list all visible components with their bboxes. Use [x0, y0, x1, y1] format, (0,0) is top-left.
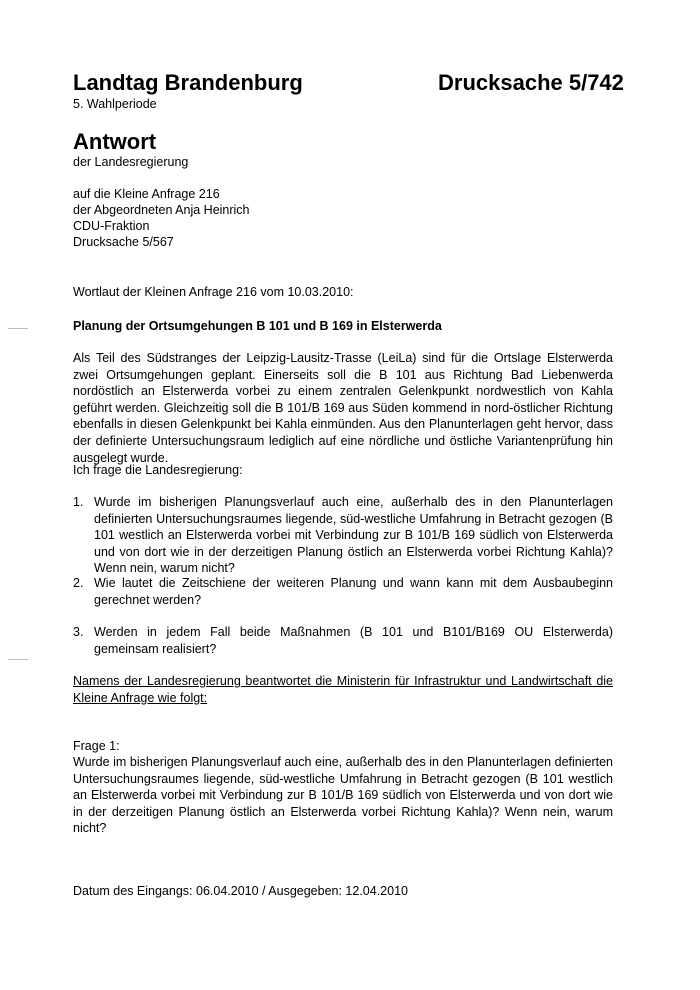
answer-heading: Antwort [73, 129, 157, 154]
question-text: Wurde im bisherigen Planungsverlauf auch eine, außerhalb des in den Planunterlagen definierten Untersuchungsraumes liegende, süd-westliche Umfahrung in Betracht gezogen (B 101 westlich an Elsterwerda vorbei mit Verbindung zur B 101/B 169 südlich von Elsterwerda und von dort wie in der derzeitigen Planung östlich an Elsterwerda vorbei Richtung Kahla)? Wenn nein, warum nicht? [94, 495, 613, 576]
answer-from: der Landesregierung [73, 155, 189, 169]
frage-1-label: Frage 1: [73, 739, 120, 753]
parliament-title: Landtag Brandenburg [73, 70, 303, 95]
question-intro: Ich frage die Landesregierung: [73, 463, 243, 477]
margin-mark [8, 659, 28, 660]
frage-1-text: Wurde im bisherigen Planungsverlauf auch eine, außerhalb des in den Planunterlagen definierten Untersuchungsraumes liegende, süd-westliche Umfahrung in Betracht gezogen (B 101 westlich an Elsterwerda vorbei mit Verbindung zur B 101/B 169 südlich von Elsterwerda und von dort wie in der derzeitigen Planung östlich an Elsterwerda vorbei Richtung Kahla)? Wenn nein, warum nicht? [73, 755, 613, 836]
request-line-2: der Abgeordneten Anja Heinrich [73, 203, 250, 217]
intro-paragraph: Als Teil des Südstranges der Leipzig-Lausitz-Trasse (LeiLa) sind für die Ortslage Elsterwerda zwei Ortsumgehungen geplant. Einerseits soll die B 101 aus Richtung Bad Liebenwerda nordöstlich an Elsterwerda vorbei zu einem zentralen Gelenkpunkt nordwestlich von Kahla geführt werden. Gleichzeitig soll die B 101/B 169 aus Süden kommend in nord-östlicher Richtung ebenfalls in diesen Gelenkpunkt bei Kahla einmünden. Aus den Planunterlagen geht hervor, dass der definierte Untersuchungsraum lediglich auf eine nördliche und östliche Variantenprüfung hin ausgelegt wurde. [73, 351, 613, 465]
request-line-4: Drucksache 5/567 [73, 235, 174, 249]
question-text: Werden in jedem Fall beide Maßnahmen (B 101 und B101/B169 OU Elsterwerda) gemeinsam realisiert? [94, 625, 613, 656]
question-number: 2. [73, 576, 84, 590]
question-number: 3. [73, 625, 84, 639]
document-number: Drucksache 5/742 [438, 70, 624, 95]
receipt-date: Datum des Eingangs: 06.04.2010 / Ausgegeben: 12.04.2010 [73, 884, 408, 898]
subject-heading: Planung der Ortsumgehungen B 101 und B 169 in Elsterwerda [73, 319, 442, 333]
question-text: Wie lautet die Zeitschiene der weiteren Planung und wann kann mit dem Ausbaubeginn gerechnet werden? [94, 576, 613, 607]
wording-intro: Wortlaut der Kleinen Anfrage 216 vom 10.03.2010: [73, 285, 354, 299]
legislative-period: 5. Wahlperiode [73, 97, 157, 111]
request-line-3: CDU-Fraktion [73, 219, 150, 233]
response-intro: Namens der Landesregierung beantwortet die Ministerin für Infrastruktur und Landwirtschaft die Kleine Anfrage wie folgt: [73, 674, 613, 705]
margin-mark [8, 328, 28, 329]
request-line-1: auf die Kleine Anfrage 216 [73, 187, 220, 201]
question-number: 1. [73, 495, 84, 509]
